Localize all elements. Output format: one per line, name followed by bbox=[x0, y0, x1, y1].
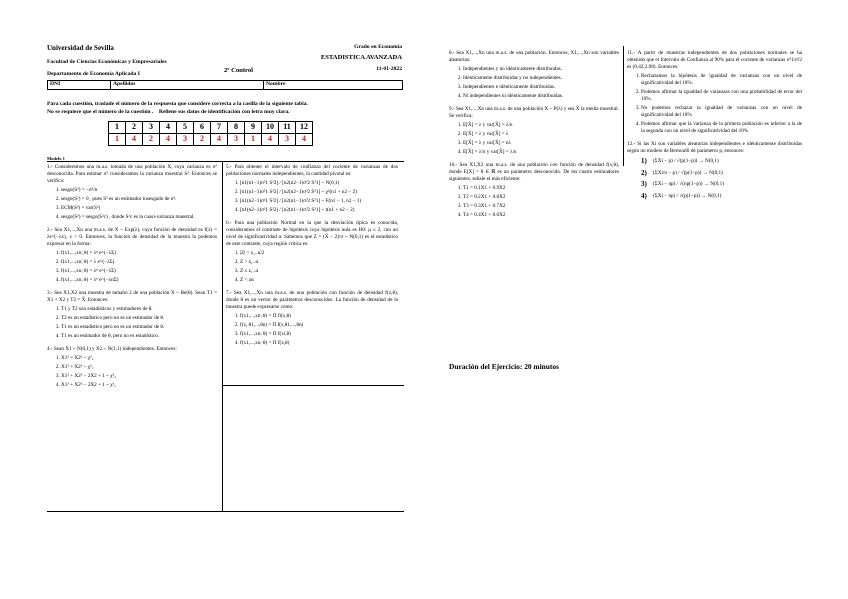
answer-grid-question-9: 9 bbox=[245, 122, 262, 134]
option-text: (ΣXi − p) / √(p(1−p)) → N(0,1) bbox=[653, 158, 719, 165]
option-2: 2. T2 es un estadístico pero no es un estimador de θ. bbox=[61, 315, 217, 322]
option-4: 4. Ni independientes ni idénticamente distribuidas. bbox=[463, 93, 619, 100]
question-options bbox=[627, 73, 802, 135]
question-stem: 3.- Sea X1,X2 una muestra de tamaño 2 de una población X ~ Be(θ). Sean T1 = X1 + X2 y T2 = X̄. Entonces: bbox=[47, 290, 217, 304]
option-2: 2. [n1(n1−1)σ²1 S²2] / [n2(n2−1)σ²2 S²1] ~ χ²(n1 + n2 − 2) bbox=[240, 189, 398, 196]
surname-label: Apellidos bbox=[113, 81, 136, 88]
question-stem: 7.- Sea X1,...,Xn una m.a.s. de una población con función de densidad f(x,θ), donde θ es un vector de parámetros desconocidos. La función de densidad de la muestra puede expresarse como: bbox=[226, 290, 398, 311]
option-4: 4. T4 = 0.4X1 + 0.6X2 bbox=[463, 212, 619, 219]
divider-horizontal bbox=[47, 161, 404, 162]
answer-grid-answer-7[interactable]: 4 bbox=[211, 134, 228, 146]
option-4: 4. Podemos afirmar que la varianza de la primera población es inferior a la de la segunda con un nivel de significatividad del 10% bbox=[641, 121, 802, 135]
instructions-line-2a: No se requiere que el número de la cuestión . bbox=[47, 109, 154, 116]
column-divider-1 bbox=[222, 161, 223, 511]
question-options bbox=[449, 122, 619, 156]
answer-grid-answer-3[interactable]: 2 bbox=[143, 134, 160, 146]
question-options bbox=[47, 306, 217, 340]
option-number: 3) bbox=[641, 180, 647, 189]
option-4: 4. [n1(n2−1)σ²1 S²2] / [n2(n1−1)σ²2 S²1] ~ t(n1 + n2 − 2) bbox=[240, 207, 398, 214]
answer-grid-question-4: 4 bbox=[160, 122, 177, 134]
option-3: 3. T1 es un estadístico pero no es un estimador de θ. bbox=[61, 324, 217, 331]
question-stem: 12.- Si las Xi son variables aleatorias independientes e idénticamente distribuidas según un modelo de Bernoulli de parámetro p, entonces: bbox=[627, 141, 802, 155]
option-1: 1. Rechazamos la hipótesis de igualdad de varianzas con un nivel de significatividad del 10%. bbox=[641, 73, 802, 87]
option-3: 3. f(x1,...,xn; θ) = Π f(xi,θ) bbox=[240, 331, 398, 338]
option-text: (ΣXi/n − p) / √(p(1−p)) → N(0,1) bbox=[653, 169, 723, 176]
answer-grid-answer-8[interactable]: 3 bbox=[228, 134, 245, 146]
question-stem: 10.- Sea X1,X2 una m.a.s. de una población con función de densidad f(x,θ), donde E[X] = θ ∈ ℝ es un parámetro desconocido. De los cuatro estimadores siguientes, señale el más eficiente: bbox=[449, 162, 619, 183]
option-1: 1. [n1(n1−1)σ²1 S²2] / [n2(n2−1)σ²2 S²1] ~ N(0,1) bbox=[240, 180, 398, 187]
answer-grid-answer-12[interactable]: 4 bbox=[296, 134, 313, 146]
question-options bbox=[226, 313, 398, 347]
option-2: 2. f(x, θ1,...,θn) = Π f(x,θ1,...,θn) bbox=[240, 322, 398, 329]
question-5 bbox=[226, 164, 398, 214]
option-4: 4. f(x1,...,xn; θ) = Π f(x,θ) bbox=[240, 340, 398, 347]
answer-grid-answer-row bbox=[109, 134, 313, 146]
option-4: 4. T1 es un estimador de θ, pero no es estadístico. bbox=[61, 333, 217, 340]
question-stem: 5.- Para obtener el intervalo de confianza del cociente de varianzas de dos poblaciones normales independientes, la cantidad pivotal es: bbox=[226, 164, 398, 178]
subject-name: ESTADISTICA AVANZADA bbox=[320, 53, 402, 61]
option-1: 1. f(x1,...,xn; θ) = λⁿ e^(−λΣ) bbox=[61, 250, 217, 257]
answer-grid bbox=[108, 121, 313, 146]
question-6 bbox=[226, 220, 398, 284]
option-1: 1. f(x1,...,xn; θ) = Π fi(x,θ) bbox=[240, 313, 398, 320]
answer-grid-answer-6[interactable]: 2 bbox=[194, 134, 211, 146]
option-2: 2. Podemos afirmar la igualdad de varianzas con una probabilidad de error del 10%. bbox=[641, 89, 802, 103]
option-number: 2) bbox=[641, 168, 647, 177]
divider-bottom bbox=[47, 511, 404, 512]
option-2: 2. E[X̄] = λ y var[X̄] = λ bbox=[463, 131, 619, 138]
instructions bbox=[47, 100, 407, 116]
option-1: 1. T1 y T2 son estadísticos y estimadores de θ. bbox=[61, 306, 217, 313]
exam-duration: Duración del Ejercicio: 20 minutos bbox=[449, 362, 559, 371]
university-name: Universidad de Sevilla bbox=[47, 44, 114, 52]
option-text: (ΣXi − np) / √(p(1−p)) → N(0,1) bbox=[653, 192, 722, 199]
option-3: 3. E[X̄] = λ y var[X̄] = nλ bbox=[463, 140, 619, 147]
question-options bbox=[226, 180, 398, 214]
question-4 bbox=[47, 346, 217, 389]
question-1 bbox=[47, 164, 217, 221]
question-9 bbox=[449, 106, 619, 156]
instructions-line-2b: Rellene sus datos de identificación con letra muy clara. bbox=[158, 109, 290, 116]
divider-q6-q7 bbox=[222, 385, 404, 386]
option-4 bbox=[641, 192, 802, 201]
column-divider-2 bbox=[623, 46, 624, 166]
option-4: 4. X1² + X2² − 2X2 + 1 ~ χ²₁ bbox=[61, 382, 217, 389]
answer-grid-answer-4[interactable]: 4 bbox=[160, 134, 177, 146]
option-4: 4. sesgo(S²) = sesgo(S²c) , donde S²c es la cuasi-varianza muestral. bbox=[61, 214, 217, 221]
option-3: 3. [n1(n2−1)σ²1 S²2] / [n2(n1−1)σ²2 S²1] ~ F(n1 − 1, n2 − 1) bbox=[240, 198, 398, 205]
answer-grid-answer-10[interactable]: 4 bbox=[262, 134, 279, 146]
dni-label: DNI bbox=[50, 81, 61, 88]
answer-grid-answer-9[interactable]: 1 bbox=[245, 134, 262, 146]
question-stem: 4.- Sean X1 ~ N(0,1) y X2 ~ N(1,1) independientes. Entonces: bbox=[47, 346, 177, 353]
question-options bbox=[449, 66, 619, 100]
answer-grid-answer-5[interactable]: 3 bbox=[177, 134, 194, 146]
header-right bbox=[290, 44, 402, 74]
instructions-line-2 bbox=[47, 108, 407, 116]
dni-field[interactable] bbox=[48, 81, 111, 90]
answer-grid-question-8: 8 bbox=[228, 122, 245, 134]
question-stem: 8.- Sea X1,...,Xn una m.a.s. de una población. Entonces, X1,...,Xn son variables aleatorias: bbox=[449, 50, 619, 64]
option-2: 2. X1² + X2² ~ χ²₁ bbox=[61, 364, 217, 371]
question-11 bbox=[627, 50, 802, 135]
name-field[interactable] bbox=[264, 81, 403, 90]
surname-field[interactable] bbox=[111, 81, 264, 90]
question-stem: 6.- Para una población Normal en la que la desviación típica es conocida, consideramos el contraste de hipótesis cuya hipótesis nula es H0: μ ≤ 2, con un nivel de significatividad α. Sabemos que Z = (X̄ − 2)/σ ~ N(0,1) es el estadístico de este contraste, cuya región crítica es: bbox=[226, 220, 398, 248]
option-2: 2. Z > z₁₋α bbox=[240, 259, 398, 266]
exam-date: 11-01-2022 bbox=[376, 66, 402, 73]
option-3: 3. Independientes e idénticamente distribuidas. bbox=[463, 84, 619, 91]
option-number: 1) bbox=[641, 157, 647, 166]
question-options bbox=[627, 157, 802, 201]
option-2: 2. f(x1,...,xn; θ) = λ e^(−λΣ) bbox=[61, 259, 217, 266]
option-3 bbox=[641, 180, 802, 189]
option-2 bbox=[641, 169, 802, 178]
option-2: 2. Idénticamente distribuidas y no independientes. bbox=[463, 75, 619, 82]
question-options bbox=[226, 250, 398, 284]
question-2 bbox=[47, 227, 217, 284]
question-stem: 9.- Sea X1,...,Xn una m.a.s. de una población X ~ P(λ) y sea X̄ la media muestral. Se verifica: bbox=[449, 106, 619, 120]
option-4: 4. f(x1,...,xn; θ) = λⁿ e^(−λnΣ) bbox=[61, 277, 217, 284]
option-1: 1. E[X̄] = λ y var[X̄] = λ/n bbox=[463, 122, 619, 129]
option-text: (ΣXi − np) / √(np(1−p)) → N(0,1) bbox=[653, 181, 724, 188]
answer-grid-question-1: 1 bbox=[109, 122, 126, 134]
question-options bbox=[47, 355, 217, 389]
answer-grid-question-row bbox=[109, 122, 313, 134]
department-name: Departamento de Economía Aplicada I bbox=[47, 70, 140, 77]
option-1 bbox=[641, 157, 802, 166]
question-options bbox=[449, 185, 619, 219]
option-1: 1. X1² + X2² ~ χ²₂ bbox=[61, 355, 217, 362]
column-3 bbox=[449, 50, 619, 225]
column-4 bbox=[627, 50, 802, 207]
option-3: 3. f(x1,...,xn; θ) = λⁿ e^(−λΣ) bbox=[61, 268, 217, 275]
option-1: 1. T1 = 0.1X1 + 0.9X2 bbox=[463, 185, 619, 192]
faculty-name: Facultad de Ciencias Económicas y Empresariales bbox=[47, 59, 167, 66]
question-stem: 2.- Sea X1,...,Xn una m.a.s. de X ~ Exp(λ), cuya función de densidad es f(x) = λe^(−λx), x > 0. Entonces, la función de densidad de la muestra la podemos expresar en la forma: bbox=[47, 227, 217, 248]
option-3: 3. No podemos rechazar la igualdad de varianzas con un nivel de significatividad del 10% bbox=[641, 105, 802, 119]
option-1: 1. Independientes y no idénticamente distribuidas. bbox=[463, 66, 619, 73]
question-7 bbox=[226, 290, 398, 347]
option-3: 3. X1² + X2² − 2X2 + 1 ~ χ²₂ bbox=[61, 373, 217, 380]
option-3: 3. ECM(S²) = var(S²) bbox=[61, 205, 217, 212]
question-stem: 11.- A partir de muestras independientes de dos poblaciones normales se ha obtenido que el Intervalo de Confianza al 90% para el cociente de varianzas σ²1/σ²2 es (0.42,2.98). Entonces: bbox=[627, 50, 802, 71]
option-1: 1. |Z| > z₁₋α/2 bbox=[240, 250, 398, 257]
instructions-line-1: Para cada cuestión, traslade el número de la respuesta que considere correcta a la casilla de la siguiente tabla. bbox=[47, 101, 308, 107]
answer-grid-answer-1[interactable]: 1 bbox=[109, 134, 126, 146]
option-2: 2. T2 = 0.2X1 + 0.8X2 bbox=[463, 194, 619, 201]
question-options bbox=[47, 187, 217, 221]
answer-grid-question-12: 12 bbox=[296, 122, 313, 134]
question-stem: 1.- Consideremos una m.a.s. tomada de una población X, cuya varianza es σ² desconocida. Para estimar σ² consideramos la varianza muestral S². Entonces se verifica: bbox=[47, 164, 217, 185]
option-4: 4. Z < zα bbox=[240, 277, 398, 284]
option-1: 1. sesgo(S²) = −σ²/n bbox=[61, 187, 217, 194]
answer-grid-question-7: 7 bbox=[211, 122, 228, 134]
question-12 bbox=[627, 141, 802, 201]
option-number: 4) bbox=[641, 191, 647, 200]
degree-name: Grado en Economía bbox=[354, 44, 402, 50]
answer-grid-answer-11[interactable]: 3 bbox=[279, 134, 296, 146]
question-3 bbox=[47, 290, 217, 340]
column-2 bbox=[226, 164, 398, 353]
name-label: Nombre bbox=[266, 81, 286, 88]
answer-grid-question-5: 5 bbox=[177, 122, 194, 134]
column-1 bbox=[47, 164, 217, 395]
answer-grid-question-6: 6 bbox=[194, 122, 211, 134]
control-label: 2º Control bbox=[224, 67, 253, 74]
answer-grid-question-3: 3 bbox=[143, 122, 160, 134]
question-10 bbox=[449, 162, 619, 219]
model-label: Modelo 1 bbox=[47, 156, 65, 161]
question-8 bbox=[449, 50, 619, 100]
option-2: 2. sesgo(S²) = 0 , pues S² es un estimador insesgado de σ². bbox=[61, 196, 217, 203]
identification-table bbox=[47, 80, 403, 90]
answer-grid-question-11: 11 bbox=[279, 122, 296, 134]
option-3: 3. Z ≤ z₁₋α bbox=[240, 268, 398, 275]
option-3: 3. T3 = 0.3X1 + 0.7X2 bbox=[463, 203, 619, 210]
answer-grid-question-2: 2 bbox=[126, 122, 143, 134]
option-4: 4. E[X̄] = λ/n y var[X̄] = λ/n bbox=[463, 149, 619, 156]
answer-grid-question-10: 10 bbox=[262, 122, 279, 134]
answer-grid-answer-2[interactable]: 4 bbox=[126, 134, 143, 146]
question-options bbox=[47, 250, 217, 284]
